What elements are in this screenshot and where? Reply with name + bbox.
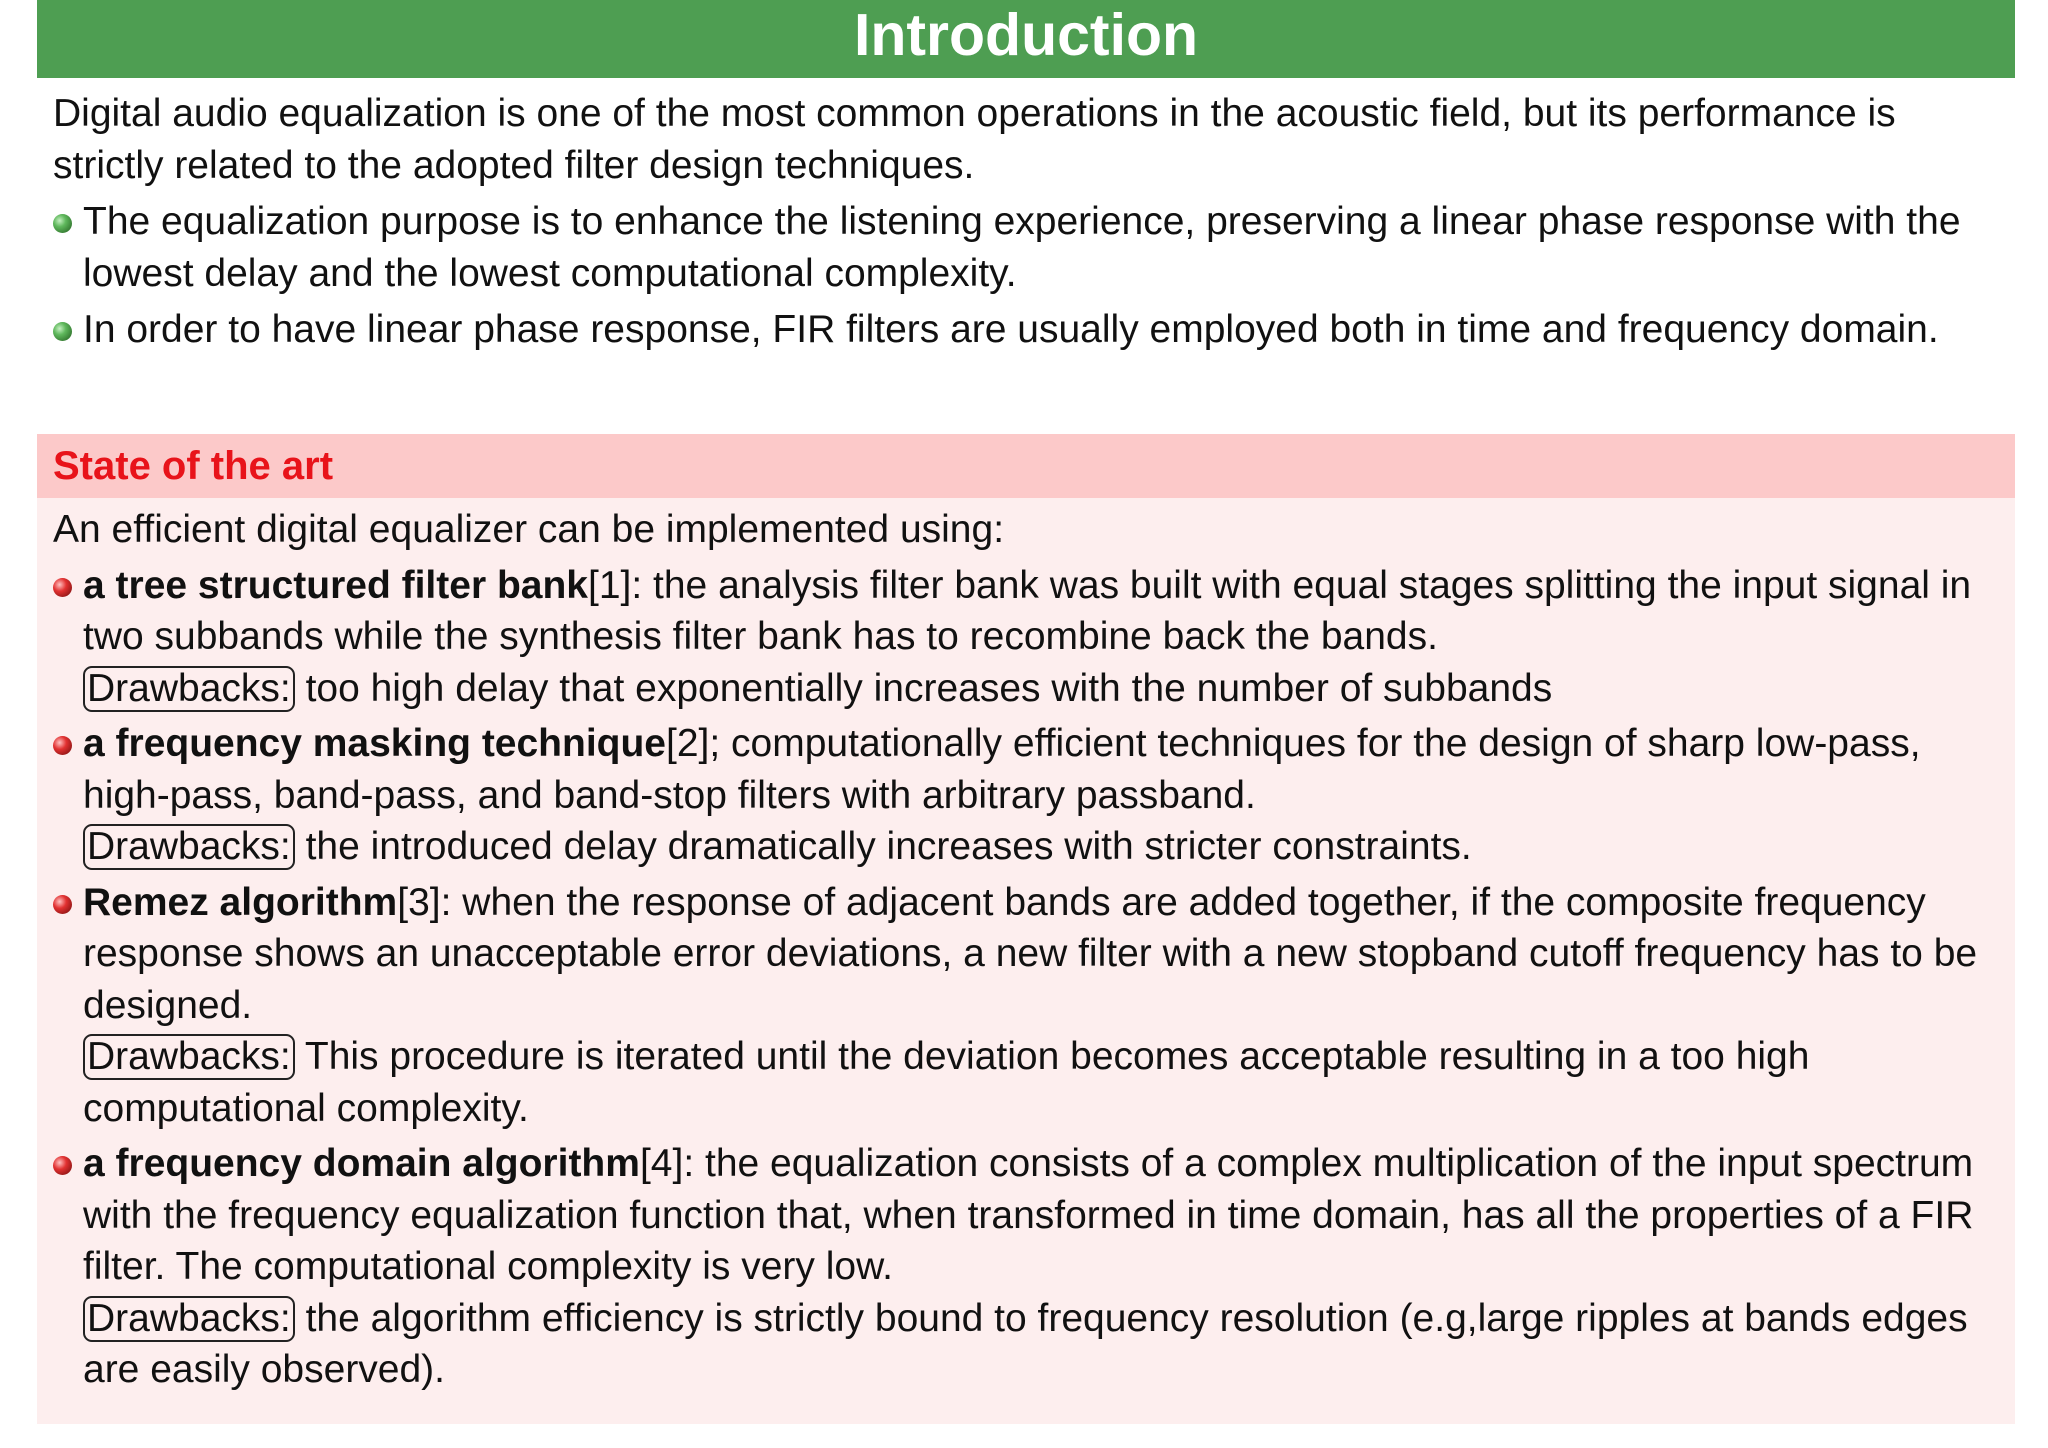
red-bullet-icon <box>53 895 72 914</box>
method-description: : the analysis filter bank was built with equal stages splitting the input signal in two subbands while the synthesis filter bank has to recombine back the bands. <box>83 563 1972 658</box>
green-bullet-icon <box>53 214 72 233</box>
state-of-the-art-header <box>37 434 2015 498</box>
drawbacks-tag: Drawbacks: <box>83 1034 295 1080</box>
lead-text: An efficient digital equalizer can be implemented using: <box>53 508 1005 551</box>
drawback-text: too high delay that exponentially increases with the number of subbands <box>294 666 1553 710</box>
drawback-text: the introduced delay dramatically increases with stricter constraints. <box>294 825 1472 868</box>
bullet-text: The equalization purpose is to enhance the listening experience, preserving a linear phase response with the lowest delay and the lowest computational complexity. <box>83 200 1961 295</box>
drawback-text: the algorithm efficiency is strictly bound to frequency resolution (e.g,large ripples at bands edges are easily observed). <box>83 1296 1968 1391</box>
list-item <box>53 304 2008 356</box>
green-bullet-icon <box>53 322 72 341</box>
drawbacks-tag: Drawbacks: <box>83 1296 295 1342</box>
list-item <box>53 877 2005 1135</box>
citation-ref: [1] <box>587 563 632 607</box>
page-title: Introduction <box>853 2 1199 68</box>
bullet-text: In order to have linear phase response, FIR filters are usually employed both in time and frequency domain. <box>83 308 1939 351</box>
state-of-the-art-box <box>37 434 2015 1424</box>
drawbacks-tag: Drawbacks: <box>83 824 295 870</box>
red-bullet-icon <box>53 736 72 755</box>
list-item <box>53 718 2005 873</box>
drawback-text: This procedure is iterated until the deviation becomes acceptable resulting in a too high computational complexity. <box>83 1035 1810 1130</box>
method-term: Remez algorithm <box>83 880 398 924</box>
citation-ref: [2] <box>666 722 710 765</box>
intro-paragraph: Digital audio equalization is one of the most common operations in the acoustic field, but its performance is strictly related to the adopted filter design techniques. <box>53 92 1896 187</box>
citation-ref: [3] <box>397 880 441 924</box>
state-of-the-art-body <box>37 498 2015 1396</box>
red-bullet-icon <box>53 1156 72 1175</box>
method-term: a frequency domain algorithm <box>83 1142 640 1185</box>
method-term: a tree structured filter bank <box>83 563 588 607</box>
method-description: : when the response of adjacent bands are added together, if the composite frequency response shows an unacceptable error deviations, a new filter with a new stopband cutoff frequency has to be designed. <box>83 880 1978 1027</box>
method-term: a frequency masking technique <box>83 722 667 765</box>
intro-section <box>53 88 2008 360</box>
list-item <box>53 1138 2005 1396</box>
section-title-state-of-the-art: State of the art <box>53 444 334 488</box>
method-description: ; computationally efficient techniques for the design of sharp low-pass, high-pass, band-pass, and band-stop filters with arbitrary passband. <box>83 722 1921 817</box>
method-description: : the equalization consists of a complex multiplication of the input spectrum with the frequency equalization function that, when transformed in time domain, has all the properties of a FIR filter. The computational complexity is very low. <box>83 1142 1974 1288</box>
citation-ref: [4] <box>639 1142 684 1185</box>
drawbacks-tag: Drawbacks: <box>83 666 295 712</box>
list-item <box>53 560 2005 715</box>
section-title-introduction <box>37 0 2015 78</box>
red-bullet-icon <box>53 578 72 597</box>
list-item <box>53 196 2008 300</box>
